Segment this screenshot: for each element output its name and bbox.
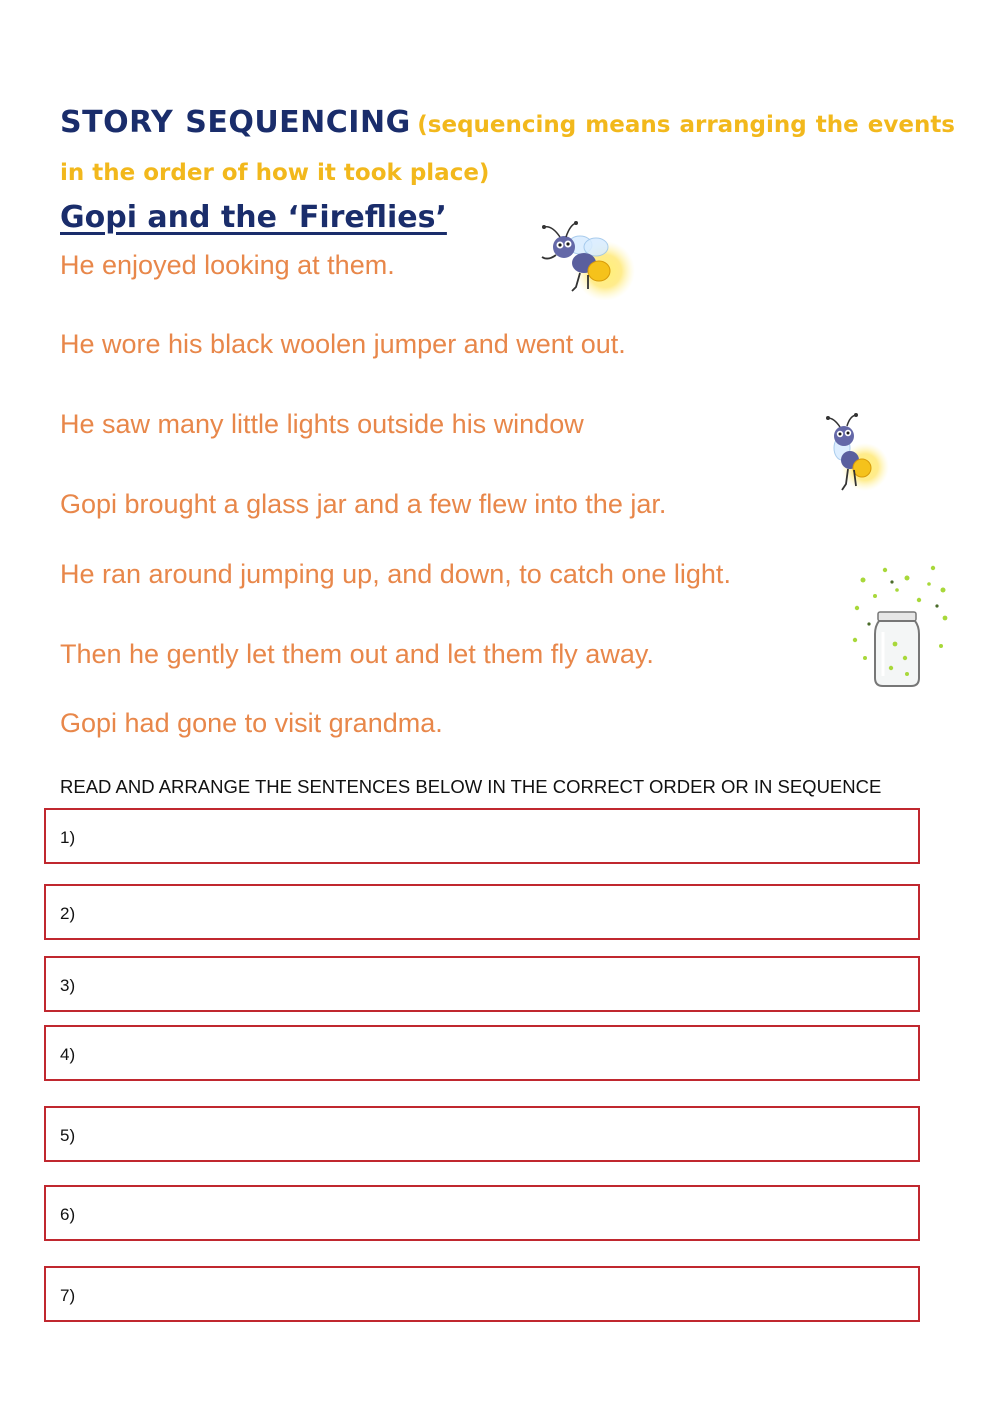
worksheet-heading (60, 100, 955, 198)
answer-box[interactable] (44, 884, 920, 940)
answer-number: 1) (60, 828, 76, 847)
answer-number: 4) (60, 1045, 76, 1064)
answer-number: 7) (60, 1286, 76, 1305)
story-title: Gopi and the ‘Fireflies’ (60, 200, 447, 235)
answer-box[interactable] (44, 1185, 920, 1241)
sentence: He enjoyed looking at them. (60, 250, 395, 280)
heading-title: STORY SEQUENCING (60, 105, 411, 140)
sentence: He ran around jumping up, and down, to catch one light. (60, 559, 731, 589)
answer-number: 2) (60, 904, 76, 923)
answer-box[interactable] (44, 1106, 920, 1162)
firefly-icon (820, 412, 900, 497)
sentence: Then he gently let them out and let them fly away. (60, 639, 654, 669)
answer-box[interactable] (44, 956, 920, 1012)
answer-box[interactable] (44, 1025, 920, 1081)
sentence: Gopi had gone to visit grandma. (60, 708, 443, 738)
sentence: Gopi brought a glass jar and a few flew into the jar. (60, 489, 667, 519)
sentence: He saw many little lights outside his window (60, 409, 584, 439)
answer-number: 6) (60, 1205, 76, 1224)
instruction-text: READ AND ARRANGE THE SENTENCES BELOW IN THE CORRECT ORDER OR IN SEQUENCE (60, 776, 882, 797)
answer-box[interactable] (44, 808, 920, 864)
answer-number: 5) (60, 1126, 76, 1145)
firefly-icon (530, 215, 635, 300)
heading-note: (sequencing means arranging the events in the order of how it took place) (60, 112, 955, 186)
firefly-jar-icon (845, 560, 955, 692)
sentence: He wore his black woolen jumper and went out. (60, 329, 626, 359)
answer-box[interactable] (44, 1266, 920, 1322)
answer-number: 3) (60, 976, 76, 995)
